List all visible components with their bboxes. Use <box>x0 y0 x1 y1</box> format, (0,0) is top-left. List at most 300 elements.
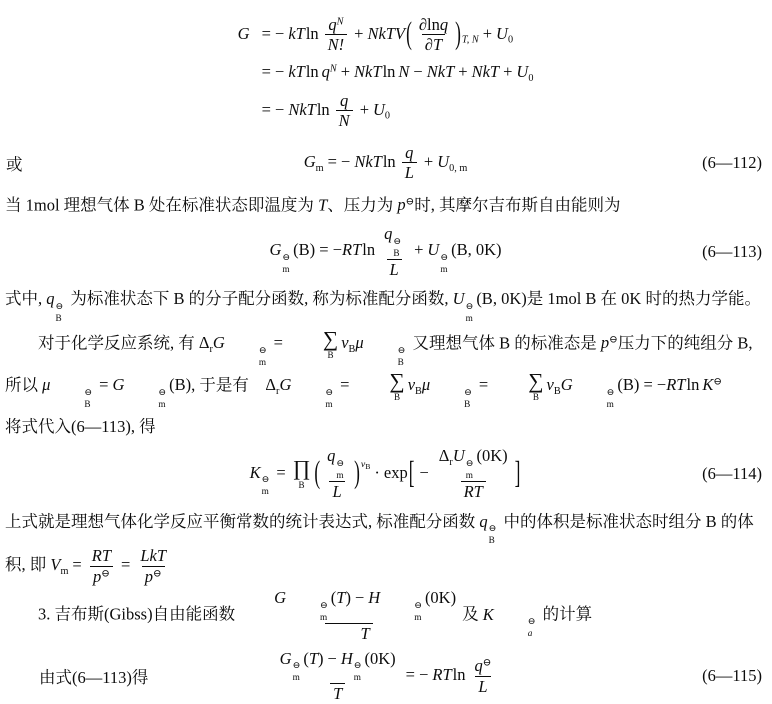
op-minus: − <box>413 61 423 81</box>
var-RT: RT <box>342 240 362 260</box>
standard-state-icon: ⊖ <box>84 387 93 398</box>
sup-sub-ominus-m <box>439 251 451 275</box>
subscript-m: m <box>158 399 166 410</box>
var-NkT: NkT <box>471 61 500 81</box>
partial-ln: ∂ln <box>418 15 440 34</box>
var-mu: μ <box>42 375 51 395</box>
standard-state-icon: ⊖ <box>397 345 406 356</box>
var-U: U <box>516 61 529 81</box>
paren-0K: (0K) <box>476 446 508 466</box>
var-NkTV: NkTV <box>367 23 406 43</box>
var-NkT: NkT <box>354 61 382 81</box>
delta-symbol: Δ <box>265 375 277 395</box>
big-paren-open: ( <box>406 15 412 51</box>
op-plus: + <box>458 61 468 81</box>
subscript-m: m <box>440 264 448 275</box>
equation-6-112 <box>303 142 468 183</box>
paren-close: ) <box>345 588 351 608</box>
text-run: 压力下的纯组分 B, 所以 <box>5 333 753 395</box>
standard-state-icon: ⊖ <box>440 252 449 263</box>
var-G: G <box>112 375 125 395</box>
sup-sub-ominus-B <box>392 235 404 259</box>
var-H: H <box>340 648 353 668</box>
var-U: U <box>496 23 508 43</box>
var-U: U <box>452 289 465 309</box>
subscript-B: B <box>348 344 356 356</box>
var-mu: μ <box>355 333 364 353</box>
sigma-icon: ∑ <box>389 368 405 393</box>
var-nu: ν <box>407 375 416 395</box>
denominator <box>90 566 113 586</box>
fraction-GT-minus-H0K-over-T <box>235 588 462 643</box>
denominator: RT <box>461 481 486 501</box>
text-run: 又理想气体 B 的标准态是 <box>408 333 601 353</box>
var-q: q <box>328 15 337 34</box>
sup-sub-ominus-m <box>291 386 336 410</box>
ln-function: ln <box>305 61 319 81</box>
standard-state-icon: ⊖ <box>414 600 422 611</box>
equation-6-114-row <box>5 446 766 501</box>
var-kT: kT <box>288 23 305 43</box>
paragraph-equilibrium-constant <box>5 507 766 587</box>
paren-close: ) <box>318 648 324 668</box>
numerator <box>416 15 451 34</box>
numerator <box>472 656 495 675</box>
subscript-a: a <box>527 628 533 639</box>
var-q: q <box>439 15 449 34</box>
var-V: V <box>50 555 61 575</box>
var-q: q <box>46 289 55 309</box>
paren-0K: (0K) <box>424 588 457 608</box>
mu-equals-Gm-equation <box>42 375 192 410</box>
equation-6-115-row <box>5 649 766 704</box>
equation-6-114 <box>249 446 522 502</box>
op-minus: − <box>327 648 337 668</box>
standard-state-icon: ⊖ <box>465 301 474 312</box>
var-nu: ν <box>546 375 554 395</box>
var-p: p <box>397 195 406 214</box>
ln-function: ln <box>452 664 466 684</box>
equation-group-g <box>238 8 534 138</box>
var-nu: ν <box>360 459 366 471</box>
subscript-r: r <box>209 344 213 356</box>
var-T: T <box>308 648 319 668</box>
paren-B-0K: (B, 0K) <box>476 289 527 309</box>
equation-6-113 <box>269 224 502 279</box>
text-run: 为标准状态下 B 的分子配分函数, 称为标准配分函数, <box>66 289 453 309</box>
subscript-m: m <box>320 612 328 623</box>
sup-sub-ominus-B <box>364 344 409 368</box>
big-paren-close: ) <box>455 15 461 51</box>
subscript-0m: 0, m <box>449 162 468 174</box>
text-run: 将式代入(6—113), 得 <box>5 417 156 437</box>
paren-open: ( <box>303 648 309 668</box>
g-derivation-block <box>5 8 766 138</box>
delta-rGm-equation <box>198 326 409 368</box>
equation-number-114: (6—114) <box>702 463 762 483</box>
var-p: p <box>144 566 153 586</box>
ln-function: ln <box>316 99 330 119</box>
fraction-GT-minus-H0K-over-T <box>274 649 402 704</box>
var-U: U <box>452 446 465 466</box>
var-U: U <box>373 99 385 119</box>
var-p: p <box>600 333 610 353</box>
sup-sub-ominus-m <box>335 457 347 481</box>
standard-state-icon: ⊖ <box>325 387 334 398</box>
sup-sub-ominus-m <box>380 599 425 623</box>
subscript-0: 0 <box>528 72 534 84</box>
paren-B-0K: (B, 0K) <box>451 240 502 260</box>
subscript-m: m <box>465 470 473 481</box>
standard-state-icon: ⊖ <box>488 523 497 534</box>
op-plus: + <box>414 240 424 260</box>
subscript-B: B <box>84 399 91 410</box>
sup-sub-ominus-m <box>286 599 331 623</box>
Vm-equation <box>50 546 172 586</box>
equation-number-113: (6—113) <box>702 241 762 261</box>
fraction-LkT-over-p <box>134 546 172 586</box>
subscript-B: B <box>365 462 371 472</box>
superscript-N: N <box>329 63 337 75</box>
sup-sub-ominus-m <box>465 300 477 324</box>
big-bracket-close: ] <box>514 454 521 490</box>
exp-function: exp <box>383 462 408 482</box>
qB-standard-symbol <box>479 511 499 546</box>
numerator: RT <box>91 546 111 566</box>
subscript-m: m <box>292 672 300 683</box>
numerator: LkT <box>140 546 166 566</box>
var-U: U <box>427 240 440 260</box>
text-run: 上式就是理想气体化学反应平衡常数的统计表达式, 标准配分函数 <box>5 511 480 531</box>
var-p: p <box>92 566 102 586</box>
sum-limit-B: B <box>532 392 539 403</box>
op-eq: = <box>121 555 131 575</box>
sup-sub-ominus-B <box>55 300 67 324</box>
standard-state-icon: ⊖ <box>482 657 492 669</box>
sum-over-B <box>353 368 407 403</box>
standard-state-icon: ⊖ <box>527 616 536 627</box>
pi-icon: ∏ <box>292 456 311 481</box>
sum-over-B <box>492 368 546 403</box>
var-G: G <box>212 333 225 353</box>
equation-number-115: (6—115) <box>702 666 762 686</box>
equation-number-112: (6—112) <box>702 152 762 172</box>
op-plus: + <box>340 61 351 81</box>
connector-or: 或 <box>6 154 23 174</box>
paren-B-equals: (B) = − <box>617 375 667 395</box>
delta-symbol: Δ <box>438 446 450 466</box>
op-eq: = <box>72 555 82 575</box>
paragraph-reaction-system <box>5 326 766 410</box>
op-minus: − <box>419 462 429 482</box>
equation-6-115 <box>274 648 498 704</box>
subscript-m: m <box>282 264 290 275</box>
paren-B: (B) <box>169 375 192 395</box>
var-NkT: NkT <box>354 151 382 171</box>
denominator: L <box>329 481 344 501</box>
op-eq-minus: = − <box>261 61 285 81</box>
op-plus: + <box>482 23 493 43</box>
denominator: T <box>330 683 345 703</box>
standard-state-icon: ⊖ <box>320 600 328 611</box>
sup-sub-ominus-m <box>124 386 169 410</box>
heading-text: 3. 吉布斯(Gibss)自由能函数 <box>38 604 236 624</box>
var-K: K <box>249 462 261 482</box>
sup-sub-ominus-m <box>292 659 304 683</box>
standard-state-icon: ⊖ <box>258 345 267 356</box>
var-NkT: NkT <box>426 61 455 81</box>
text-run: 对于化学反应系统, 有 <box>38 333 199 353</box>
heading-gibbs-function <box>5 588 766 643</box>
subscript-m: m <box>465 313 473 324</box>
sum-over-B <box>287 326 341 361</box>
text-run: 式中, <box>5 289 47 309</box>
standard-state-icon: ⊖ <box>606 387 615 398</box>
exponent-nuB <box>361 459 371 470</box>
numerator <box>381 224 407 259</box>
op-eq: = <box>276 462 286 482</box>
var-q: q <box>384 224 393 243</box>
sum-limit-B: B <box>327 350 334 361</box>
standard-state-icon: ⊖ <box>292 660 301 671</box>
fraction-q-over-L <box>399 143 420 183</box>
var-q: q <box>479 511 488 531</box>
var-G: G <box>303 151 316 171</box>
op-plus: + <box>423 151 434 171</box>
subscript-r: r <box>276 386 280 398</box>
subscript-m: m <box>414 612 422 623</box>
text-run: 中的体积是标准状态时组分 B 的体积, 即 <box>5 511 754 575</box>
standard-state-icon: ⊖ <box>153 568 162 580</box>
standard-state-icon: ⊖ <box>713 377 722 389</box>
denominator: L <box>387 259 402 279</box>
numerator: q <box>340 90 349 110</box>
sup-sub-ominus-B <box>50 386 95 410</box>
sigma-icon: ∑ <box>528 368 544 393</box>
subscript-m: m <box>325 399 333 410</box>
var-mu: μ <box>421 375 431 395</box>
from-equation-113-label: 由式(6—113)得 <box>39 668 149 688</box>
var-T: T <box>318 195 328 214</box>
text-run: 、压力为 <box>327 195 398 214</box>
numerator <box>324 446 350 481</box>
subscript-m: m <box>606 399 614 410</box>
fraction-deltaU-over-RT <box>433 446 514 501</box>
op-cdot: · <box>374 462 380 482</box>
subscript-m: m <box>353 672 361 683</box>
op-eq: = <box>99 375 109 395</box>
var-H: H <box>368 588 381 608</box>
equation-6-112-row <box>5 143 766 183</box>
var-q: q <box>474 656 483 676</box>
equation-g-line3 <box>238 91 534 131</box>
standard-state-icon: ⊖ <box>609 335 618 347</box>
var-nu: ν <box>341 333 349 353</box>
delta-symbol: Δ <box>198 333 210 353</box>
standard-state-icon: ⊖ <box>393 235 402 246</box>
numerator <box>238 588 459 623</box>
ln-function: ln <box>305 23 319 43</box>
standard-state-icon: ⊖ <box>101 568 110 580</box>
ln-function: ln <box>686 375 700 395</box>
var-G: G <box>274 588 287 608</box>
fraction-qm-over-L <box>321 446 353 501</box>
product-limit-B: B <box>298 479 305 490</box>
subscript-0: 0 <box>384 110 391 122</box>
op-eq-minus: = − <box>327 151 351 171</box>
var-q: q <box>327 446 336 466</box>
superscript-N: N <box>336 16 344 28</box>
sup-sub-ominus-m <box>281 251 293 275</box>
subscript-B: B <box>397 357 404 368</box>
var-G: G <box>269 240 282 260</box>
op-eq: = <box>273 333 283 353</box>
fraction-qB-over-L <box>378 224 410 279</box>
partial: ∂ <box>424 35 433 55</box>
var-K: K <box>482 604 494 624</box>
denominator: N <box>336 110 353 130</box>
fraction-dlnq-over-dT <box>413 15 454 55</box>
op-minus: − <box>354 588 365 608</box>
var-G: G <box>560 375 573 395</box>
subscript-B: B <box>415 386 422 398</box>
var-kT: kT <box>288 61 305 81</box>
subscript-B: B <box>393 247 400 258</box>
qB-standard-symbol <box>46 289 66 324</box>
paragraph-substitute <box>5 412 766 441</box>
op-eq-minus: = − <box>261 99 285 119</box>
subscript-B: B <box>488 535 495 546</box>
standard-state-icon: ⊖ <box>158 387 167 398</box>
op-eq-minus: = − <box>261 23 285 43</box>
subscript-m: m <box>336 470 344 481</box>
Ka-standard-symbol <box>482 604 539 639</box>
var-RT: RT <box>666 375 686 395</box>
var-G: G <box>279 375 292 395</box>
text-run: , 于是有 <box>191 375 266 395</box>
fraction-qN-over-Nfactorial <box>322 15 351 55</box>
p-standard-symbol <box>397 195 414 214</box>
subscript-m: m <box>261 486 269 497</box>
standard-state-icon: ⊖ <box>464 387 472 398</box>
heading-text: 及 <box>462 604 483 624</box>
sup-sub-ominus-B <box>488 522 500 546</box>
denominator <box>422 34 445 54</box>
sum-limit-B: B <box>394 392 401 403</box>
Um-standard-symbol <box>452 289 527 324</box>
op-eq: = <box>340 375 350 395</box>
var-q: q <box>321 61 330 81</box>
var-U: U <box>437 151 450 171</box>
big-bracket-open: [ <box>408 454 415 490</box>
heading-text: 的计算 <box>538 604 593 624</box>
sup-sub-ominus-m <box>573 386 618 410</box>
var-T: T <box>336 588 346 608</box>
equation-6-113-row <box>5 224 766 279</box>
sup-sub-ominus-m <box>465 457 477 481</box>
subscript-TN: T, N <box>461 34 479 46</box>
op-plus: + <box>503 61 513 81</box>
standard-state-icon: ⊖ <box>261 474 270 485</box>
subscript-B: B <box>553 386 561 398</box>
var-G: G <box>237 23 250 43</box>
fraction-q-over-N <box>333 91 356 131</box>
denominator: T <box>325 623 373 643</box>
paren-open: ( <box>330 588 337 608</box>
gibbs-function-fraction <box>235 588 462 644</box>
product-over-B <box>290 458 314 490</box>
denominator: L <box>475 676 490 696</box>
op-plus: + <box>359 99 369 119</box>
op-eq-minus: = − <box>405 664 429 684</box>
op-plus: + <box>354 23 364 43</box>
big-paren-open: ( <box>314 454 321 490</box>
subscript-m: m <box>60 565 69 577</box>
var-T: T <box>432 35 443 55</box>
denominator: N! <box>325 34 348 54</box>
equation-g-line1 <box>238 15 534 55</box>
standard-state-icon: ⊖ <box>55 301 64 312</box>
standard-state-icon: ⊖ <box>282 252 291 263</box>
paragraph-standard-state <box>5 188 766 219</box>
subscript-B: B <box>464 399 471 410</box>
paragraph-partition-function-definition <box>5 284 766 324</box>
text-run: 时, 其摩尔吉布斯自由能则为 <box>414 195 621 214</box>
ln-function: ln <box>362 240 376 260</box>
denominator <box>142 566 165 586</box>
standard-state-icon: ⊖ <box>353 660 362 671</box>
var-NkT: NkT <box>288 99 316 119</box>
lhs-box <box>238 24 258 44</box>
text-run: 是 1mol B 在 0K 时的热力学能。 <box>526 289 761 309</box>
sup-sub-ominus-m <box>353 659 365 683</box>
fraction-RT-over-p <box>86 546 117 586</box>
fraction-qstd-over-L <box>469 656 498 696</box>
numerator <box>277 649 399 684</box>
numerator <box>436 446 511 481</box>
subscript-r: r <box>449 457 453 469</box>
p-standard-symbol <box>601 333 618 352</box>
standard-state-icon: ⊖ <box>465 458 474 469</box>
numerator <box>325 15 346 34</box>
subscript-m: m <box>315 162 324 174</box>
delta-rGm-full-chain <box>265 368 722 410</box>
subscript-0: 0 <box>507 34 514 46</box>
subscript-B: B <box>55 313 62 324</box>
ln-function: ln <box>382 151 396 171</box>
paren-B-equals: (B) = − <box>293 240 342 260</box>
big-paren-close: ) <box>354 454 360 490</box>
paren-0K: (0K) <box>364 648 396 668</box>
standard-state-icon: ⊖ <box>336 458 345 469</box>
var-N: N <box>398 61 410 81</box>
numerator: q <box>405 142 414 162</box>
sup-sub-ominus-m <box>225 344 270 368</box>
sup-sub-ominus-a <box>494 615 539 639</box>
denominator: L <box>402 162 417 182</box>
var-G: G <box>279 648 292 668</box>
op-eq: = <box>478 375 489 395</box>
standard-state-icon: ⊖ <box>405 196 415 208</box>
ln-function: ln <box>382 61 396 81</box>
text-run: 当 1mol 理想气体 B 处在标准状态即温度为 <box>5 195 319 214</box>
var-RT: RT <box>432 664 452 684</box>
var-K: K <box>702 375 714 395</box>
subscript-m: m <box>258 357 267 368</box>
sup-sub-ominus-B <box>430 386 475 410</box>
sigma-icon: ∑ <box>322 326 339 351</box>
equation-g-line2 <box>238 62 534 84</box>
